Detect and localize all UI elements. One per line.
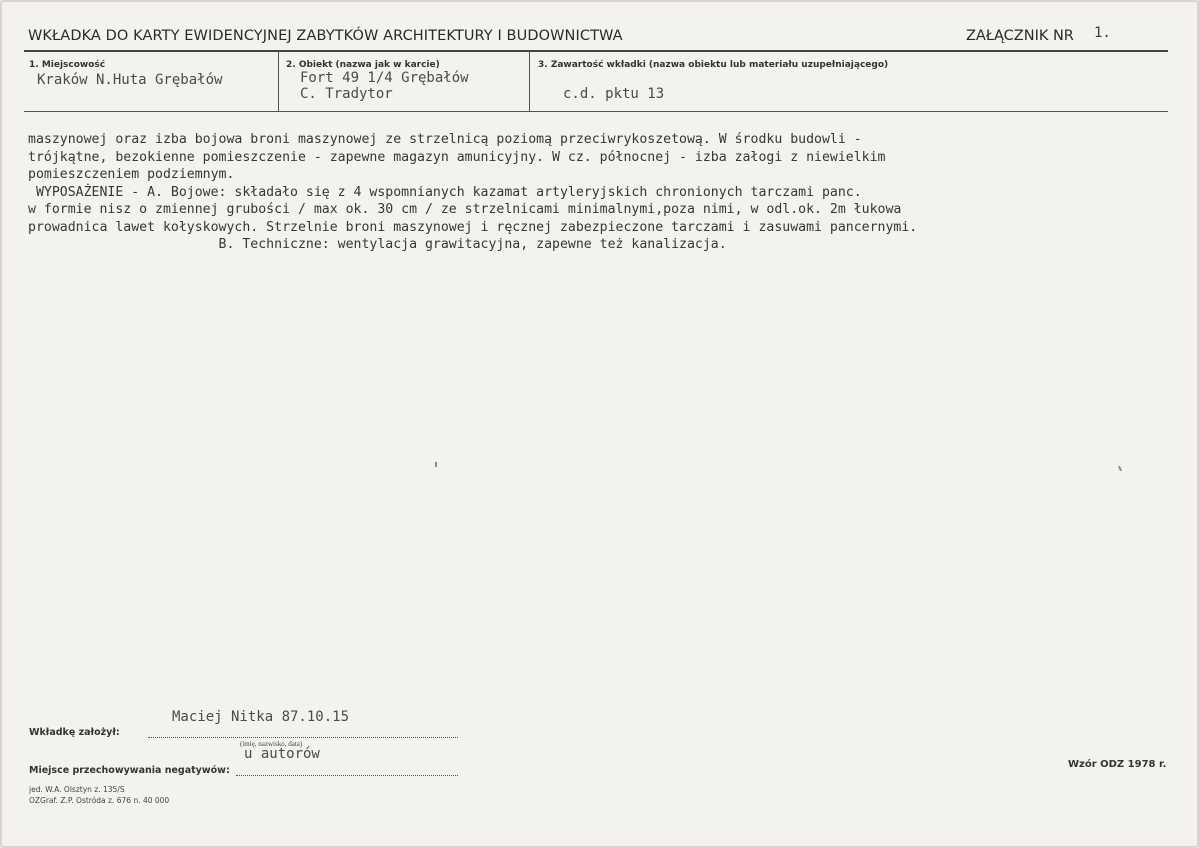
negatives-label: Miejsce przechowywania negatywów: bbox=[29, 765, 230, 776]
printer-line-1: jed. W.A. Olsztyn z. 135/S bbox=[29, 785, 125, 794]
paper-speck bbox=[435, 462, 437, 467]
object-value-line2: C. Tradytor bbox=[300, 86, 393, 102]
body-line: w formie nisz o zmiennej grubości / max ok. 30 cm / ze strzelnicami minimalnymi,poza nimi, w odl.ok. 2m łukowa bbox=[28, 202, 902, 217]
locality-label: 1. Miejscowość bbox=[29, 60, 106, 70]
body-line: prowadnica lawet kołyskowych. Strzelnie broni maszynowej i ręcznej zabezpieczone tarczami i zasuwami pancernymi. bbox=[28, 219, 918, 235]
negatives-dotline bbox=[236, 775, 458, 776]
inserted-by-value: Maciej Nitka 87.10.15 bbox=[172, 709, 350, 725]
body-line: WYPOSAŻENIE - A. Bojowe: składało się z 4 wspomnianych kazamat artyleryjskich chronionych tarczami panc. bbox=[28, 184, 862, 200]
typed-description bbox=[28, 131, 1168, 254]
negatives-value: u autorów bbox=[244, 746, 320, 762]
field-divider-2 bbox=[529, 52, 530, 111]
content-label: 3. Zawartość wkładki (nazwa obiektu lub materiału uzupełniającego) bbox=[538, 60, 889, 70]
annex-label: ZAŁĄCZNIK NR bbox=[966, 28, 1074, 44]
object-value-line1: Fort 49 1/4 Grębałów bbox=[300, 70, 469, 86]
paper-speck bbox=[1118, 466, 1122, 471]
body-line: B. Techniczne: wentylacja grawitacyjna, zapewne też kanalizacja. bbox=[28, 237, 727, 252]
inserted-by-label: Wkładkę założył: bbox=[29, 727, 120, 738]
inserted-by-dotline bbox=[148, 737, 458, 738]
fields-rule bbox=[24, 111, 1168, 112]
form-model: Wzór ODZ 1978 r. bbox=[1068, 759, 1167, 770]
annex-number: 1. bbox=[1094, 25, 1111, 41]
body-line: trójkątne, bezokienne pomieszczenie - zapewne magazyn amunicyjny. W cz. północnej - izba załogi z niewielkim bbox=[28, 149, 886, 165]
locality-value: Kraków N.Huta Grębałów bbox=[37, 72, 223, 88]
object-label: 2. Obiekt (nazwa jak w karcie) bbox=[286, 60, 440, 70]
content-value: c.d. pktu 13 bbox=[563, 86, 665, 102]
form-title: WKŁADKA DO KARTY EWIDENCYJNEJ ZABYTKÓW ARCHITEKTURY I BUDOWNICTWA bbox=[28, 28, 623, 44]
field-divider-1 bbox=[278, 52, 279, 111]
body-line: maszynowej oraz izba bojowa broni maszynowej ze strzelnicą poziomą przeciwrykoszetową. W środku budowli - bbox=[28, 132, 862, 147]
body-line: pomieszczeniem podziemnym. bbox=[28, 167, 235, 182]
printer-line-2: OZGraf. Z.P. Ostróda z. 676 n. 40 000 bbox=[29, 796, 170, 805]
inserted-by-hint: (imię, nazwisko, data) bbox=[240, 740, 303, 748]
header-rule bbox=[24, 50, 1168, 52]
